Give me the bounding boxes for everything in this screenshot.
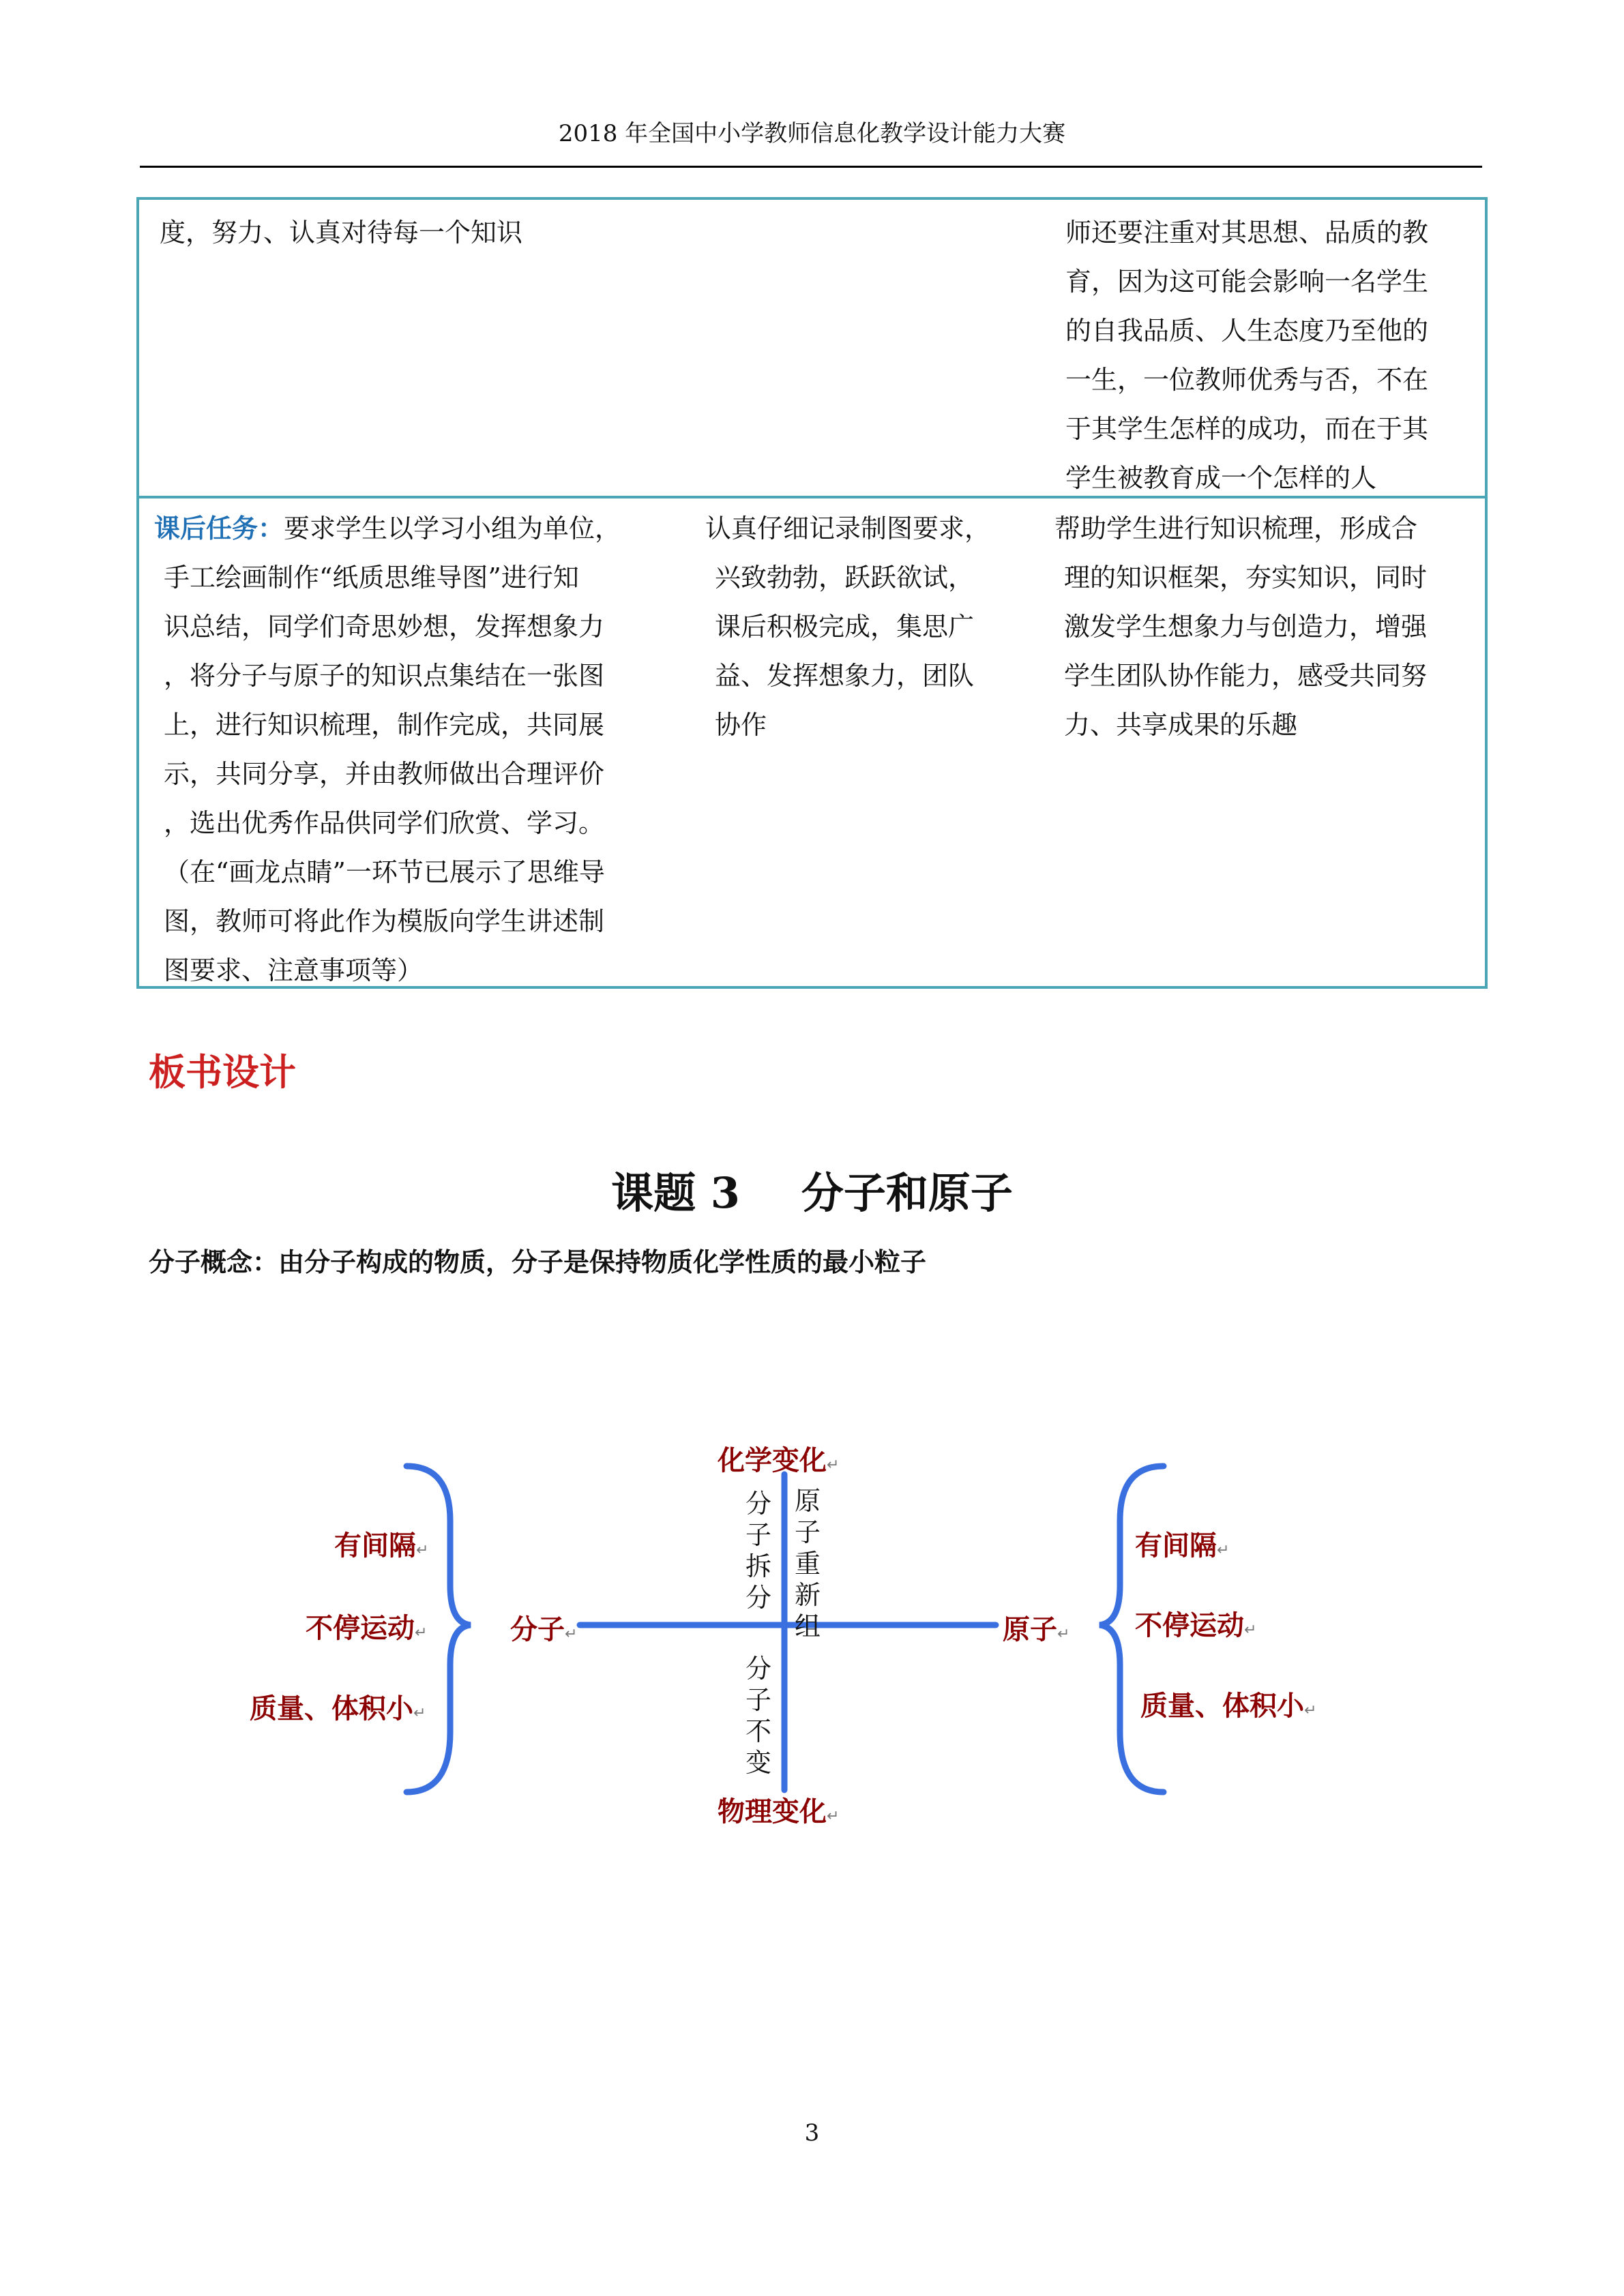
row1-activity-cell: [160, 208, 522, 257]
row1-intent-line: 的自我品质、人生态度乃至他的: [1065, 316, 1429, 346]
task-line: 识总结，同学们奇思妙想，发挥想象力: [164, 612, 605, 642]
lesson-table: [136, 197, 1488, 989]
paragraph-mark: ↵: [415, 1624, 428, 1641]
task-line: 图，教师可将此作为模版向学生讲述制: [164, 906, 605, 936]
task-line: ，将分子与原子的知识点集结在一张图: [164, 661, 605, 691]
molecule-split-vertical: 分子拆分: [745, 1489, 771, 1613]
task-line: 要求学生以学习小组为单位，: [284, 513, 621, 543]
atom-label: [1003, 1608, 1069, 1647]
right-item-size: [1140, 1684, 1316, 1723]
design-intent-line: 学生团队协作能力，感受共同努: [1064, 661, 1428, 691]
row1-activity-line: 度，努力、认真对待每一个知识: [160, 218, 523, 248]
design-intent-line: 理的知识框架，夯实知识，同时: [1064, 563, 1428, 593]
student-activity-cell: [705, 504, 990, 749]
physical-change-text: 物理变化: [718, 1796, 827, 1828]
paragraph-mark: ↵: [1304, 1702, 1317, 1719]
topic-title: [0, 1159, 1624, 1220]
row1-intent-line: 育，因为这可能会影响一名学生: [1065, 267, 1429, 297]
student-activity-line: 认真仔细记录制图要求，: [705, 513, 991, 543]
molecule-text: 分子: [510, 1614, 565, 1645]
task-line: ，选出优秀作品供同学们欣赏、学习。: [164, 808, 605, 838]
student-activity-line: 益、发挥想象力，团队: [715, 661, 975, 691]
paragraph-mark: ↵: [1244, 1622, 1257, 1639]
design-intent-line: 帮助学生进行知识梳理，形成合: [1054, 513, 1418, 543]
page-header-title: 2018 年全国中小学教师信息化教学设计能力大赛: [558, 120, 1066, 147]
topic-name: 分子和原子: [801, 1168, 1013, 1218]
task-line: 示，共同分享，并由教师做出合理评价: [164, 759, 605, 789]
left-item-size: [250, 1687, 426, 1726]
right-item-motion: [1135, 1604, 1256, 1643]
student-activity-line: 兴致勃勃，跃跃欲试，: [715, 563, 975, 593]
right-item-text: 有间隔: [1135, 1530, 1217, 1562]
paragraph-mark: ↵: [416, 1542, 429, 1559]
row1-intent-line: 于其学生怎样的成功，而在于其: [1065, 414, 1429, 444]
task-line: 图要求、注意事项等）: [164, 955, 424, 985]
right-item-text: 质量、体积小: [1140, 1690, 1304, 1722]
after-class-task-label: 课后任务：: [154, 513, 284, 543]
paragraph-mark: ↵: [1057, 1626, 1070, 1643]
row1-intent-cell: [1065, 208, 1428, 503]
topic-prefix: 课题 3: [611, 1168, 740, 1218]
physical-change-label: [718, 1790, 839, 1829]
molecule-label: [510, 1608, 577, 1647]
header-rule: [140, 166, 1482, 168]
paragraph-mark: ↵: [1217, 1542, 1230, 1559]
student-activity-line: 课后积极完成，集思广: [715, 612, 975, 642]
task-line: （在“画龙点睛”一环节已展示了思维导: [164, 857, 605, 887]
row1-intent-line: 学生被教育成一个怎样的人: [1065, 463, 1377, 493]
atom-regroup-vertical: 原子重新组: [794, 1486, 821, 1641]
design-intent-line: 激发学生想象力与创造力，增强: [1064, 612, 1428, 642]
left-item-text: 不停运动: [306, 1613, 415, 1644]
task-line: 手工绘画制作“纸质思维导图”进行知: [164, 563, 579, 593]
paragraph-mark: ↵: [413, 1705, 426, 1722]
page-number: 3: [804, 2119, 820, 2147]
atom-text: 原子: [1003, 1614, 1057, 1645]
row1-intent-line: 师还要注重对其思想、品质的教: [1065, 218, 1429, 248]
left-item-spacing: [334, 1524, 428, 1563]
blackboard-diagram: [0, 1418, 1624, 1855]
left-item-motion: [306, 1607, 427, 1645]
table-row-divider: [139, 496, 1485, 498]
student-activity-line: 协作: [715, 710, 767, 740]
chemical-change-text: 化学变化: [718, 1445, 827, 1476]
right-item-text: 不停运动: [1135, 1610, 1244, 1641]
after-class-task-cell: [154, 504, 621, 995]
design-intent-line: 力、共享成果的乐趣: [1064, 710, 1298, 740]
design-intent-cell: [1054, 504, 1427, 749]
task-line: 上，进行知识梳理，制作完成，共同展: [164, 710, 605, 740]
molecule-unchanged-vertical: 分子不变: [745, 1654, 771, 1778]
chemical-change-label: [718, 1439, 839, 1478]
paragraph-mark: ↵: [565, 1626, 578, 1643]
molecule-concept: 分子概念：由分子构成的物质，分子是保持物质化学性质的最小粒子: [149, 1247, 927, 1277]
right-item-spacing: [1135, 1524, 1229, 1563]
row1-intent-line: 一生，一位教师优秀与否，不在: [1065, 365, 1429, 395]
paragraph-mark: ↵: [827, 1457, 840, 1474]
section-heading: 板书设计: [149, 1051, 296, 1094]
left-item-text: 有间隔: [334, 1530, 416, 1562]
left-item-text: 质量、体积小: [250, 1693, 413, 1725]
paragraph-mark: ↵: [827, 1808, 840, 1825]
